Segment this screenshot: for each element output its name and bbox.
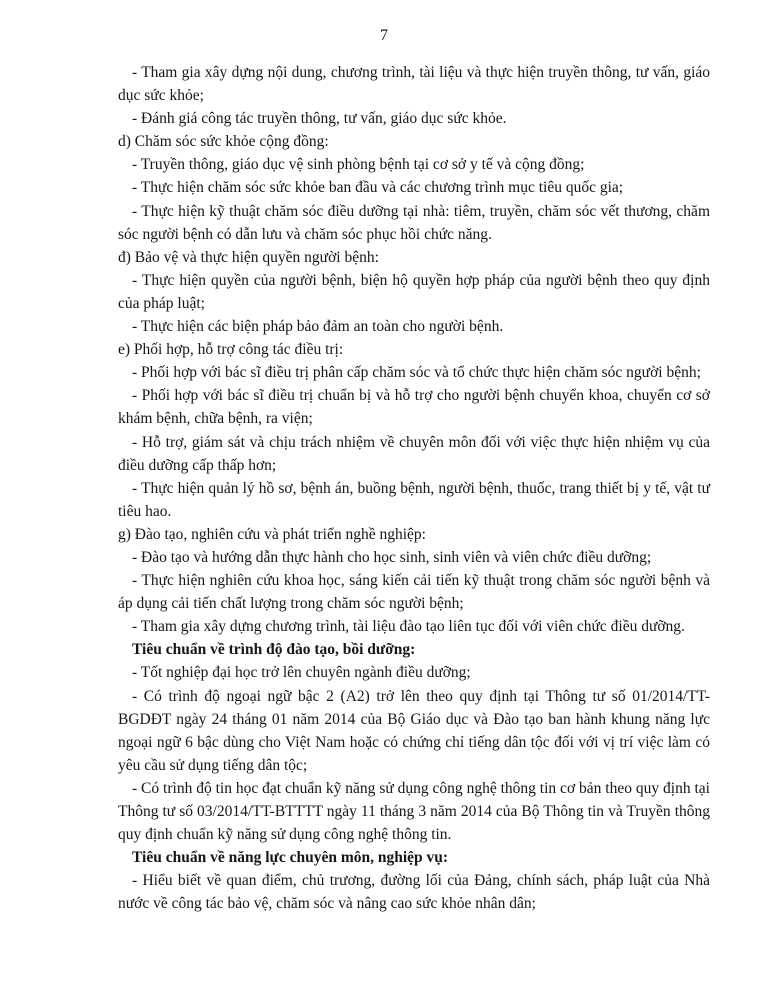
paragraph: - Thực hiện quyền của người bệnh, biện hộ quyền hợp pháp của người bệnh theo quy định của pháp luật; [118,271,710,312]
section-heading: Tiêu chuẩn về trình độ đào tạo, bồi dưỡng: [132,641,416,659]
subsection-heading: g) Đào tạo, nghiên cứu và phát triển nghề nghiệp: [118,525,426,543]
section-heading: Tiêu chuẩn về năng lực chuyên môn, nghiệp vụ: [132,849,449,867]
paragraph: - Thực hiện quản lý hồ sơ, bệnh án, buồng bệnh, người bệnh, thuốc, trang thiết bị y tế, vật tư tiêu hao. [118,479,710,520]
subsection-heading: e) Phối hợp, hỗ trợ công tác điều trị: [118,341,344,359]
paragraph: - Thực hiện nghiên cứu khoa học, sáng kiến cải tiến kỹ thuật trong chăm sóc người bệnh và áp dụng cải tiến chất lượng trong chăm sóc người bệnh; [118,572,710,613]
paragraph: - Tham gia xây dựng chương trình, tài liệu đào tạo liên tục đối với viên chức điều dưỡng. [132,618,685,636]
paragraph: - Đánh giá công tác truyền thông, tư vấn, giáo dục sức khỏe. [132,110,507,128]
paragraph: - Có trình độ tin học đạt chuẩn kỹ năng sử dụng công nghệ thông tin cơ bản theo quy định tại Thông tư số 03/2014/TT-BTTTT ngày 11 tháng 3 năm 2014 của Bộ Thông tin và Truyền thông quy định chuẩn kỹ năng sử dụng công nghệ thông tin. [118,779,710,844]
paragraph: - Truyền thông, giáo dục vệ sinh phòng bệnh tại cơ sở y tế và cộng đồng; [132,156,585,174]
subsection-heading: đ) Bảo vệ và thực hiện quyền người bệnh: [118,248,379,266]
paragraph: - Tham gia xây dựng nội dung, chương trình, tài liệu và thực hiện truyền thông, tư vấn, giáo dục sức khỏe; [118,64,710,105]
paragraph: - Đào tạo và hướng dẫn thực hành cho học sinh, sinh viên và viên chức điều dưỡng; [132,548,652,566]
paragraph: - Tốt nghiệp đại học trở lên chuyên ngành điều dưỡng; [132,664,471,682]
paragraph: - Hiểu biết về quan điểm, chủ trương, đường lối của Đảng, chính sách, pháp luật của Nhà nước về công tác bảo vệ, chăm sóc và nâng cao sức khỏe nhân dân; [118,872,710,913]
paragraph: - Thực hiện chăm sóc sức khỏe ban đầu và các chương trình mục tiêu quốc gia; [132,179,624,197]
document-body [118,61,710,915]
paragraph: - Có trình độ ngoại ngữ bậc 2 (A2) trở lên theo quy định tại Thông tư số 01/2014/TT-BGDĐT ngày 24 tháng 01 năm 2014 của Bộ Giáo dục và Đào tạo ban hành khung năng lực ngoại ngữ 6 bậc dùng cho Việt Nam hoặc có chứng chỉ tiếng dân tộc đối với vị trí việc làm có yêu cầu sử dụng tiếng dân tộc; [118,687,710,774]
paragraph: - Phối hợp với bác sĩ điều trị phân cấp chăm sóc và tổ chức thực hiện chăm sóc người bệnh; [132,364,701,382]
paragraph: - Hỗ trợ, giám sát và chịu trách nhiệm về chuyên môn đối với việc thực hiện nhiệm vụ của điều dưỡng cấp thấp hơn; [118,433,710,474]
paragraph: - Phối hợp với bác sĩ điều trị chuẩn bị và hỗ trợ cho người bệnh chuyển khoa, chuyển cơ sở khám bệnh, chữa bệnh, ra viện; [118,387,710,428]
page-number: 7 [380,27,388,44]
subsection-heading: d) Chăm sóc sức khỏe cộng đồng: [118,133,329,151]
paragraph: - Thực hiện kỹ thuật chăm sóc điều dưỡng tại nhà: tiêm, truyền, chăm sóc vết thương, chăm sóc người bệnh có dẫn lưu và chăm sóc phục hồi chức năng. [118,202,710,243]
paragraph: - Thực hiện các biện pháp bảo đảm an toàn cho người bệnh. [132,318,504,336]
